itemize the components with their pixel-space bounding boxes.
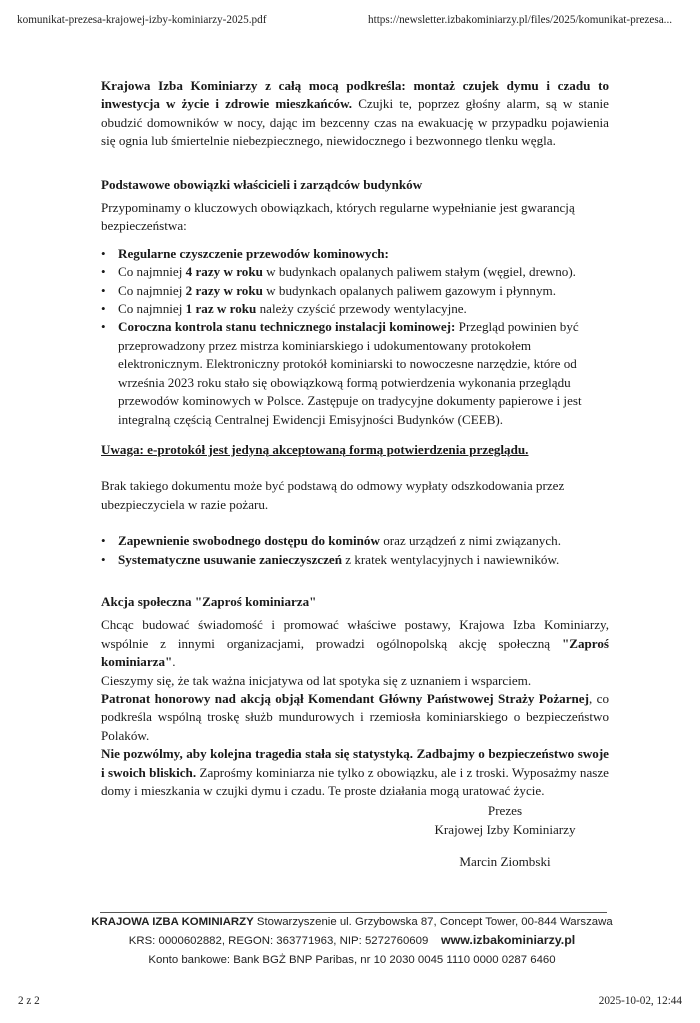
intro-paragraph: [101, 77, 609, 151]
campaign-paragraph-2: Cieszymy się, że tak ważna inicjatywa od lat spotyka się z uznaniem i wsparciem.: [101, 672, 532, 688]
intro-bold: Krajowa Izba Kominiarzy z całą mocą podkreśla: montaż czujek dymu i czadu to inwestycja w życie i zdrowie mieszkańców.: [101, 78, 609, 112]
document-body: [101, 44, 609, 800]
print-footer: [0, 983, 700, 1023]
list-item: • Co najmniej 1 raz w roku należy czyścić przewody wentylacyjne.: [101, 300, 609, 318]
print-header-filename: komunikat-prezesa-krajowej-izby-kominiarzy-2025.pdf: [17, 14, 267, 26]
notice-followup: Brak takiego dokumentu może być podstawą do odmowy wypłaty odszkodowania przez ubezpieczyciela w razie pożaru.: [101, 478, 565, 512]
campaign-paragraph-3: Patronat honorowy nad akcją objął Komendant Główny Państwowej Straży Pożarnej, co podkreśla wspólną troskę służb mundurowych i rzemiosła kominiarskiego o bezpieczeństwo Polaków.: [101, 690, 610, 743]
campaign-paragraph-4: Nie pozwólmy, aby kolejna tragedia stała się statystyką. Zadbajmy o bezpieczeństwo swoje i swoich bliskich. Zaprośmy kominiarza nie tylko z obowiązku, ale i z troski. Wyposażmy nasze domy i mieszkania w czujki dymu i czadu. Te proste działania mogą uratować życie.: [101, 746, 609, 798]
org-name: KRAJOWA IZBA KOMINIARZY: [91, 915, 254, 928]
signature-title: Prezes: [487, 803, 523, 819]
list-item: • Coroczna kontrola stanu technicznego instalacji kominowej: Przegląd powinien być przeprowadzony przez mistrza kominiarskiego i udokumentowany protokołem elektronicznym. Elektroniczny protokół kominiarski to nowoczesne narzędzie, które od września 2023 roku stało się obowiązkową formą potwierdzenia wykonania przeglądu przewodów kominowych w Polsce. Zastępuje on tradycyjne dokumenty papierowe i jest integralną częścią Centralnej Ewidencji Emisyjności Budynków (CEEB).: [101, 318, 609, 428]
list-item: • Co najmniej 4 razy w roku w budynkach opalanych paliwem stałym (węgiel, drewno).: [101, 263, 609, 281]
section-heading-campaign: Akcja społeczna "Zaproś kominiarza": [101, 593, 317, 609]
org-ids: KRS: 0000602882, REGON: 363771963, NIP: 5272760609: [128, 935, 429, 948]
signature-org: Krajowej Izby Kominiarzy: [434, 821, 576, 837]
org-address: Stowarzyszenie ul. Grzybowska 87, Concept Tower, 00-844 Warszawa: [253, 915, 613, 928]
obligations-lead: Przypominamy o kluczowych obowiązkach, których regularne wypełnianie jest gwarancją bezpieczeństwa:: [101, 200, 575, 234]
org-footer-line-3: Konto bankowe: Bank BGŻ BNP Paribas, nr 10 2030 0045 1110 0000 0287 6460: [148, 953, 556, 966]
org-footer-line-1: [80, 913, 624, 932]
access-list: [101, 532, 609, 569]
signature-name: Marcin Ziombski: [459, 854, 551, 870]
print-datetime: 2025-10-02, 12:44: [598, 995, 682, 1008]
org-footer-line-2: [80, 931, 624, 951]
intro-text: Czujki te, poprzez głośny alarm, są w stanie obudzić domowników w nocy, dając im bezcenny czas na ewakuację w przypadku pojawienia się ognia lub śmiertelnie niebezpiecznego, niewidocznego i bezwonnego tlenku węgla.: [101, 96, 609, 149]
org-footer: [80, 912, 624, 970]
org-website-link[interactable]: www.izbakominiarzy.pl: [440, 933, 576, 948]
signature-block: [420, 802, 590, 871]
list-item: • Systematyczne usuwanie zanieczyszczeń z kratek wentylacyjnych i nawiewników.: [101, 551, 609, 569]
section-heading-obligations: Podstawowe obowiązki właścicieli i zarządców budynków: [101, 176, 423, 192]
page-number: 2 z 2: [18, 995, 40, 1008]
obligations-list: [101, 245, 609, 429]
campaign-paragraph-1: Chcąc budować świadomość i promować właściwe postawy, Krajowa Izba Kominiarzy, wspólnie z innymi organizacjami, prowadzi ogólnopolską akcję społeczną "Zaproś kominiarza".: [101, 617, 609, 670]
eprotocol-notice: Uwaga: e-protokół jest jedyną akceptowaną formą potwierdzenia przeglądu.: [101, 441, 529, 457]
list-item: • Regularne czyszczenie przewodów kominowych:: [101, 245, 609, 263]
list-item: • Co najmniej 2 razy w roku w budynkach opalanych paliwem gazowym i płynnym.: [101, 282, 609, 300]
print-header-url: https://newsletter.izbakominiarzy.pl/files/2025/komunikat-prezesa...: [368, 14, 673, 26]
print-header: [0, 0, 700, 44]
list-item: • Zapewnienie swobodnego dostępu do kominów oraz urządzeń z nimi związanych.: [101, 532, 609, 550]
